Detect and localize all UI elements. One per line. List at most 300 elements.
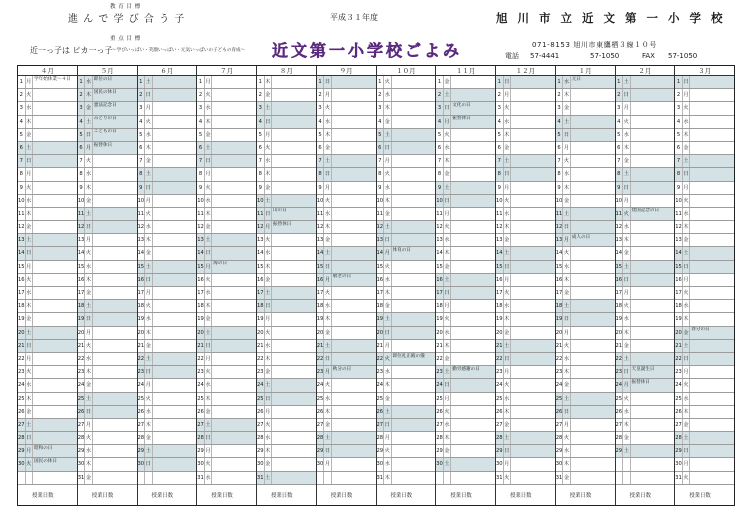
weekday-label: 金 bbox=[683, 234, 691, 246]
weekday-label: 火 bbox=[504, 379, 512, 391]
day-row bbox=[257, 142, 316, 155]
weekday-label: 金 bbox=[563, 379, 571, 391]
day-number: 29 bbox=[556, 445, 564, 457]
day-event bbox=[392, 208, 436, 220]
weekday-label: 水 bbox=[265, 432, 273, 444]
weekday-label: 金 bbox=[85, 287, 93, 299]
day-number: 24 bbox=[556, 379, 564, 391]
weekday-label: 土 bbox=[384, 129, 392, 141]
weekday-label: 火 bbox=[265, 234, 273, 246]
month-column bbox=[436, 66, 496, 505]
day-number: 13 bbox=[556, 234, 564, 246]
day-row bbox=[556, 432, 615, 445]
weekday-label-empty bbox=[26, 472, 34, 484]
weekday-label: 月 bbox=[324, 182, 332, 194]
day-event bbox=[153, 142, 197, 154]
day-row bbox=[436, 221, 495, 234]
day-event bbox=[332, 129, 376, 141]
weekday-label: 土 bbox=[145, 445, 153, 457]
weekday-label: 月 bbox=[265, 221, 273, 233]
weekday-label: 水 bbox=[504, 208, 512, 220]
day-row bbox=[257, 327, 316, 340]
weekday-label: 金 bbox=[444, 76, 452, 88]
weekday-label: 月 bbox=[324, 274, 332, 286]
day-row bbox=[556, 129, 615, 142]
day-row bbox=[18, 287, 77, 300]
weekday-label: 日 bbox=[683, 445, 691, 457]
weekday-label: 月 bbox=[683, 458, 691, 470]
day-event bbox=[690, 287, 734, 299]
day-event bbox=[631, 353, 675, 365]
weekday-label: 火 bbox=[324, 287, 332, 299]
day-event bbox=[690, 76, 734, 88]
day-row bbox=[78, 102, 137, 115]
day-event bbox=[332, 340, 376, 352]
day-event bbox=[451, 340, 495, 352]
weekday-label: 火 bbox=[205, 366, 213, 378]
day-row bbox=[197, 379, 256, 392]
day-event bbox=[571, 261, 615, 273]
day-event bbox=[33, 274, 77, 286]
day-event bbox=[332, 432, 376, 444]
day-row bbox=[436, 182, 495, 195]
weekday-label: 水 bbox=[324, 300, 332, 312]
day-row bbox=[197, 274, 256, 287]
day-row bbox=[675, 208, 734, 221]
day-number: 2 bbox=[616, 89, 624, 101]
day-number: 28 bbox=[616, 432, 624, 444]
day-event bbox=[212, 353, 256, 365]
weekday-label-empty bbox=[145, 472, 153, 484]
day-event bbox=[511, 234, 555, 246]
weekday-label: 水 bbox=[85, 168, 93, 180]
day-event: 即位の日 bbox=[93, 76, 113, 82]
weekday-label: 金 bbox=[265, 182, 273, 194]
day-number: 6 bbox=[436, 142, 444, 154]
weekday-label: 月 bbox=[205, 168, 213, 180]
day-number: 16 bbox=[436, 274, 444, 286]
day-event bbox=[392, 142, 436, 154]
weekday-label: 金 bbox=[563, 195, 571, 207]
day-row bbox=[78, 445, 137, 458]
day-number: 26 bbox=[257, 406, 265, 418]
day-event bbox=[272, 247, 316, 259]
weekday-label: 日 bbox=[26, 340, 34, 352]
weekday-label: 水 bbox=[85, 76, 93, 88]
weekday-label: 月 bbox=[145, 195, 153, 207]
day-row bbox=[496, 168, 555, 181]
day-row bbox=[377, 472, 436, 485]
weekday-label: 土 bbox=[623, 261, 631, 273]
day-number: 4 bbox=[78, 116, 86, 128]
day-number: 14 bbox=[616, 247, 624, 259]
day-number: 19 bbox=[436, 313, 444, 325]
day-event bbox=[332, 89, 376, 101]
day-event bbox=[392, 182, 436, 194]
day-number: 16 bbox=[556, 274, 564, 286]
day-row bbox=[616, 432, 675, 445]
day-event bbox=[153, 393, 197, 405]
day-row bbox=[18, 274, 77, 287]
day-row bbox=[377, 168, 436, 181]
day-number: 26 bbox=[377, 406, 385, 418]
day-number: 9 bbox=[138, 182, 146, 194]
day-number: 15 bbox=[556, 261, 564, 273]
weekday-label: 火 bbox=[444, 406, 452, 418]
weekday-label: 日 bbox=[145, 274, 153, 286]
day-number: 4 bbox=[317, 116, 325, 128]
weekday-label: 月 bbox=[683, 366, 691, 378]
day-row bbox=[317, 458, 376, 471]
calendar-title: 近文第一小学校ごよみ bbox=[272, 41, 463, 60]
day-row bbox=[78, 313, 137, 326]
day-row bbox=[78, 406, 137, 419]
day-event bbox=[332, 102, 376, 114]
weekday-label: 日 bbox=[265, 208, 273, 220]
day-row bbox=[78, 129, 137, 142]
day-event bbox=[690, 432, 734, 444]
day-number: 9 bbox=[18, 182, 26, 194]
weekday-label: 火 bbox=[26, 89, 34, 101]
weekday-label: 金 bbox=[324, 142, 332, 154]
weekday-label: 金 bbox=[384, 208, 392, 220]
day-row bbox=[18, 472, 77, 485]
day-event bbox=[212, 129, 256, 141]
day-number: 11 bbox=[436, 208, 444, 220]
day-event: 学年始休業～４日 bbox=[34, 76, 71, 82]
day-row bbox=[317, 155, 376, 168]
weekday-label: 土 bbox=[85, 208, 93, 220]
day-row bbox=[496, 182, 555, 195]
day-event bbox=[272, 261, 316, 273]
day-event bbox=[272, 379, 316, 391]
day-row bbox=[18, 142, 77, 155]
day-event bbox=[332, 182, 376, 194]
day-row bbox=[18, 393, 77, 406]
school-days-label: 授業日数 bbox=[390, 492, 413, 499]
day-row bbox=[377, 274, 436, 287]
day-event bbox=[93, 182, 137, 194]
weekday-label: 日 bbox=[265, 116, 273, 128]
day-event bbox=[332, 142, 376, 154]
day-number: 16 bbox=[18, 274, 26, 286]
weekday-label: 水 bbox=[623, 406, 631, 418]
day-event bbox=[392, 472, 436, 484]
day-row bbox=[616, 261, 675, 274]
day-number: 28 bbox=[78, 432, 86, 444]
day-number: 5 bbox=[317, 129, 325, 141]
day-event bbox=[392, 129, 436, 141]
day-event bbox=[33, 340, 77, 352]
school-days-label: 授業日数 bbox=[510, 492, 532, 499]
day-number: 13 bbox=[138, 234, 146, 246]
day-row bbox=[377, 247, 436, 260]
day-event bbox=[332, 419, 376, 431]
day-number: 2 bbox=[138, 89, 146, 101]
day-number: 12 bbox=[78, 221, 86, 233]
day-number: 7 bbox=[138, 155, 146, 167]
day-event bbox=[212, 274, 256, 286]
day-number-empty bbox=[317, 472, 325, 484]
day-event bbox=[332, 445, 376, 457]
day-row bbox=[317, 195, 376, 208]
day-row bbox=[138, 419, 197, 432]
day-event bbox=[571, 168, 615, 180]
day-number: 13 bbox=[78, 234, 86, 246]
day-number: 28 bbox=[675, 432, 683, 444]
day-number: 30 bbox=[257, 458, 265, 470]
day-number: 27 bbox=[616, 419, 624, 431]
day-number: 11 bbox=[78, 208, 86, 220]
day-number: 9 bbox=[317, 182, 325, 194]
day-number: 16 bbox=[257, 274, 265, 286]
day-row bbox=[496, 195, 555, 208]
day-event bbox=[451, 221, 495, 233]
weekday-label: 日 bbox=[26, 247, 34, 259]
weekday-label: 土 bbox=[85, 300, 93, 312]
day-row bbox=[317, 419, 376, 432]
day-event bbox=[153, 89, 197, 101]
day-row bbox=[18, 168, 77, 181]
day-number: 29 bbox=[257, 445, 265, 457]
day-number: 21 bbox=[257, 340, 265, 352]
day-number: 12 bbox=[616, 221, 624, 233]
day-row bbox=[496, 234, 555, 247]
day-number: 19 bbox=[675, 313, 683, 325]
day-event bbox=[392, 168, 436, 180]
day-number: 10 bbox=[317, 195, 325, 207]
day-event bbox=[511, 168, 555, 180]
day-number: 26 bbox=[138, 406, 146, 418]
day-event bbox=[212, 379, 256, 391]
day-row bbox=[78, 168, 137, 181]
day-row bbox=[436, 419, 495, 432]
month-column bbox=[496, 66, 556, 505]
weekday-label: 土 bbox=[145, 353, 153, 365]
day-number: 21 bbox=[377, 340, 385, 352]
weekday-label: 水 bbox=[145, 221, 153, 233]
day-number: 19 bbox=[317, 313, 325, 325]
month-column bbox=[377, 66, 437, 505]
day-row bbox=[18, 116, 77, 129]
day-row bbox=[138, 221, 197, 234]
school-days-label: 授業日数 bbox=[151, 492, 174, 499]
day-row bbox=[197, 472, 256, 485]
day-row bbox=[317, 472, 376, 485]
day-event bbox=[690, 379, 734, 391]
day-event bbox=[511, 155, 555, 167]
day-event bbox=[153, 182, 197, 194]
weekday-label: 金 bbox=[205, 406, 213, 418]
day-row bbox=[436, 102, 495, 115]
day-row bbox=[317, 274, 376, 287]
day-event bbox=[631, 76, 675, 88]
day-row bbox=[18, 327, 77, 340]
day-row bbox=[317, 445, 376, 458]
day-number: 27 bbox=[377, 419, 385, 431]
day-row bbox=[556, 274, 615, 287]
day-number: 21 bbox=[556, 340, 564, 352]
day-event bbox=[451, 261, 495, 273]
day-number: 22 bbox=[257, 353, 265, 365]
day-row bbox=[436, 313, 495, 326]
day-number: 5 bbox=[197, 129, 205, 141]
day-event bbox=[153, 340, 197, 352]
day-event bbox=[153, 247, 197, 259]
day-event bbox=[33, 406, 77, 418]
weekday-label: 月 bbox=[205, 445, 213, 457]
weekday-label: 月 bbox=[504, 182, 512, 194]
day-event bbox=[631, 419, 675, 431]
day-row bbox=[616, 458, 675, 471]
day-number: 16 bbox=[675, 274, 683, 286]
weekday-label: 木 bbox=[85, 89, 93, 101]
day-number: 7 bbox=[257, 155, 265, 167]
day-row bbox=[556, 313, 615, 326]
day-event bbox=[33, 195, 77, 207]
day-event bbox=[153, 168, 197, 180]
day-event bbox=[272, 432, 316, 444]
weekday-label: 水 bbox=[683, 300, 691, 312]
day-row bbox=[675, 76, 734, 89]
day-event bbox=[332, 379, 376, 391]
day-number: 20 bbox=[556, 327, 564, 339]
day-row bbox=[78, 76, 137, 89]
day-event bbox=[332, 353, 376, 365]
day-row bbox=[556, 89, 615, 102]
weekday-label: 火 bbox=[205, 458, 213, 470]
school-days-label: 授業日数 bbox=[91, 492, 114, 499]
day-event bbox=[212, 340, 256, 352]
day-event: 建国記念の日 bbox=[631, 208, 660, 214]
day-row bbox=[496, 129, 555, 142]
day-row bbox=[18, 195, 77, 208]
day-event bbox=[392, 458, 436, 470]
day-number: 21 bbox=[138, 340, 146, 352]
weekday-label: 水 bbox=[384, 458, 392, 470]
day-number: 27 bbox=[257, 419, 265, 431]
day-event bbox=[451, 142, 495, 154]
weekday-label: 土 bbox=[444, 274, 452, 286]
day-number: 11 bbox=[675, 208, 683, 220]
weekday-label: 日 bbox=[444, 102, 452, 114]
day-row bbox=[257, 406, 316, 419]
day-row bbox=[197, 340, 256, 353]
weekday-label: 月 bbox=[265, 313, 273, 325]
day-event bbox=[332, 458, 376, 470]
day-event bbox=[272, 182, 316, 194]
day-event bbox=[33, 379, 77, 391]
day-row bbox=[496, 155, 555, 168]
day-event bbox=[212, 182, 256, 194]
day-row bbox=[317, 234, 376, 247]
day-event bbox=[631, 393, 675, 405]
weekday-label: 木 bbox=[504, 313, 512, 325]
weekday-label: 日 bbox=[85, 313, 93, 325]
day-number: 20 bbox=[197, 327, 205, 339]
day-row bbox=[436, 195, 495, 208]
day-row bbox=[138, 432, 197, 445]
day-row bbox=[78, 261, 137, 274]
weekday-label: 火 bbox=[85, 155, 93, 167]
weekday-label: 日 bbox=[145, 458, 153, 470]
weekday-label: 木 bbox=[265, 445, 273, 457]
day-row bbox=[556, 472, 615, 485]
day-row bbox=[18, 300, 77, 313]
day-number: 10 bbox=[436, 195, 444, 207]
day-event bbox=[392, 406, 436, 418]
day-number: 13 bbox=[18, 234, 26, 246]
day-event bbox=[392, 274, 436, 286]
weekday-label: 月 bbox=[563, 142, 571, 154]
day-event bbox=[93, 458, 137, 470]
day-row bbox=[377, 419, 436, 432]
day-row bbox=[18, 208, 77, 221]
day-event bbox=[690, 458, 734, 470]
day-row bbox=[138, 195, 197, 208]
day-event bbox=[690, 168, 734, 180]
day-row bbox=[138, 274, 197, 287]
weekday-label: 木 bbox=[324, 221, 332, 233]
day-number: 8 bbox=[317, 168, 325, 180]
day-row bbox=[377, 313, 436, 326]
day-number: 15 bbox=[616, 261, 624, 273]
day-number: 29 bbox=[78, 445, 86, 457]
day-event bbox=[93, 195, 137, 207]
day-number: 13 bbox=[377, 234, 385, 246]
day-row bbox=[138, 458, 197, 471]
day-event bbox=[511, 379, 555, 391]
day-event bbox=[451, 445, 495, 457]
weekday-label: 火 bbox=[26, 366, 34, 378]
day-number: 13 bbox=[675, 234, 683, 246]
day-event bbox=[33, 142, 77, 154]
weekday-label: 水 bbox=[324, 116, 332, 128]
day-event bbox=[571, 432, 615, 444]
day-number: 25 bbox=[616, 393, 624, 405]
day-row bbox=[317, 379, 376, 392]
day-event bbox=[571, 419, 615, 431]
day-number: 5 bbox=[18, 129, 26, 141]
day-row bbox=[197, 353, 256, 366]
weekday-label: 月 bbox=[26, 168, 34, 180]
day-number: 4 bbox=[496, 116, 504, 128]
weekday-label: 水 bbox=[504, 300, 512, 312]
day-row bbox=[317, 76, 376, 89]
day-event bbox=[631, 168, 675, 180]
day-row bbox=[675, 432, 734, 445]
day-row bbox=[675, 155, 734, 168]
day-row bbox=[675, 419, 734, 432]
weekday-label: 金 bbox=[324, 234, 332, 246]
day-row bbox=[257, 353, 316, 366]
day-number: 10 bbox=[556, 195, 564, 207]
day-event bbox=[511, 89, 555, 101]
weekday-label: 日 bbox=[563, 406, 571, 418]
day-row bbox=[556, 300, 615, 313]
weekday-label: 月 bbox=[85, 327, 93, 339]
day-number: 8 bbox=[377, 168, 385, 180]
day-number: 30 bbox=[317, 458, 325, 470]
weekday-label: 金 bbox=[145, 340, 153, 352]
day-row bbox=[317, 182, 376, 195]
day-row bbox=[257, 445, 316, 458]
day-event bbox=[272, 116, 316, 128]
day-event bbox=[511, 261, 555, 273]
day-row bbox=[616, 313, 675, 326]
day-number: 12 bbox=[675, 221, 683, 233]
day-number: 27 bbox=[496, 419, 504, 431]
